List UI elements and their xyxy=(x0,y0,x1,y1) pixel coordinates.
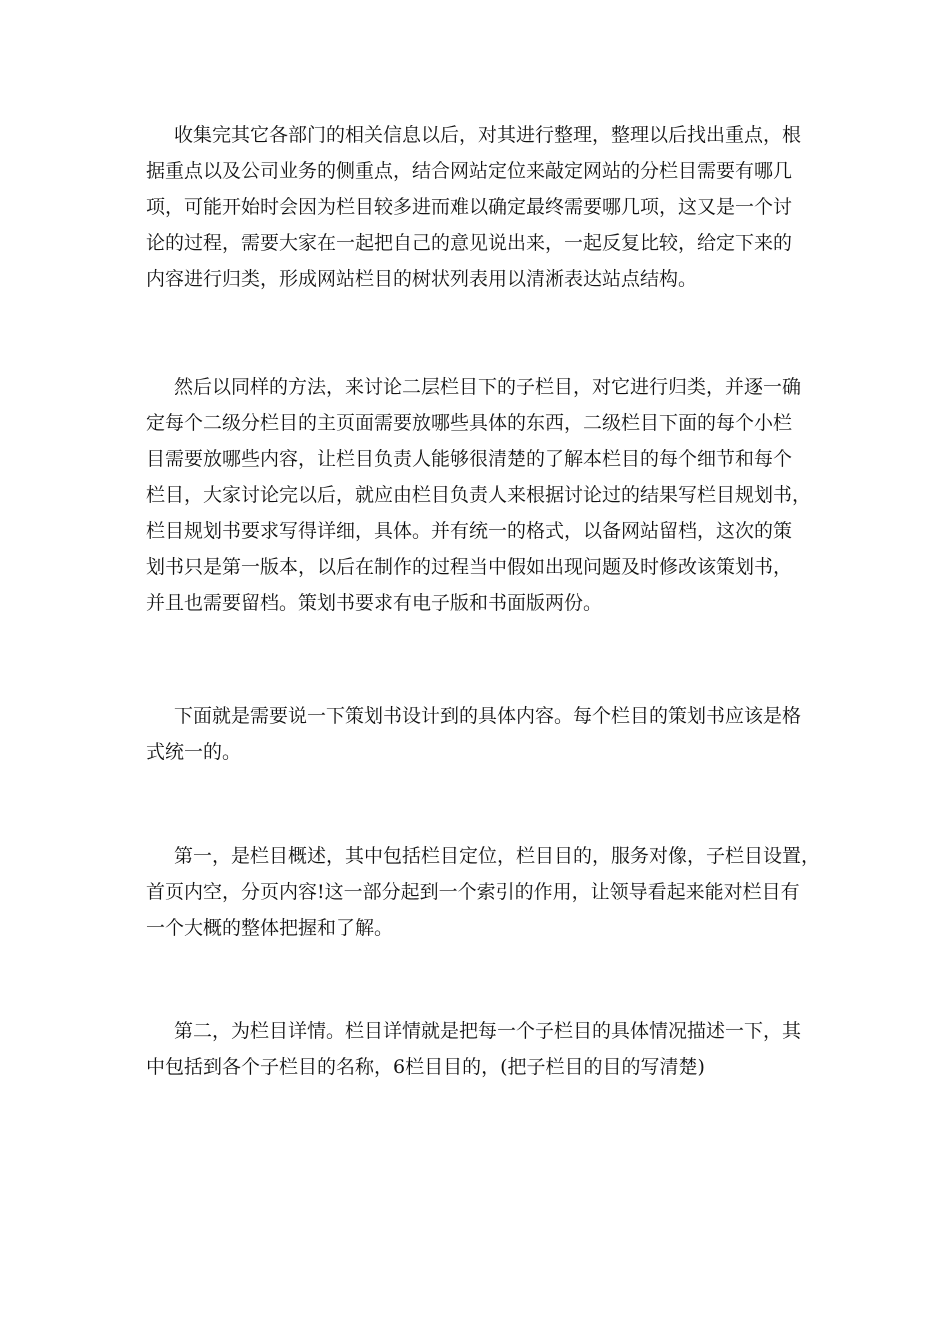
paragraph-line: 中包括到各个子栏目的名称，6栏目目的，(把子栏目的目的写清楚) xyxy=(146,1056,705,1078)
paragraph-line: 下面就是需要说一下策划书设计到的具体内容。每个栏目的策划书应该是格 xyxy=(174,705,802,727)
paragraph-line: 定每个二级分栏目的主页面需要放哪些具体的东西，二级栏目下面的每个小栏 xyxy=(146,412,793,434)
paragraph-line: 划书只是第一版本，以后在制作的过程当中假如出现问题及时修改该策划书， xyxy=(146,556,793,578)
paragraph-line: 据重点以及公司业务的侧重点，结合网站定位来敲定网站的分栏目需要有哪几 xyxy=(146,160,793,182)
paragraph-line: 内容进行归类，形成网站栏目的树状列表用以清淅表达站点结构。 xyxy=(146,268,698,290)
paragraph-line: 然后以同样的方法，来讨论二层栏目下的子栏目，对它进行归类，并逐一确 xyxy=(174,376,802,398)
paragraph-5 xyxy=(146,1013,816,1085)
paragraph-3 xyxy=(146,698,816,770)
paragraph-1 xyxy=(146,117,816,297)
paragraph-line: 栏目，大家讨论完以后，就应由栏目负责人来根据讨论过的结果写栏目规划书， xyxy=(146,484,812,506)
paragraph-line: 并且也需要留档。策划书要求有电子版和书面版两份。 xyxy=(146,592,603,614)
paragraph-line: 式统一的。 xyxy=(146,741,242,763)
paragraph-line: 论的过程，需要大家在一起把自己的意见说出来，一起反复比较，给定下来的 xyxy=(146,232,793,254)
paragraph-line: 项，可能开始时会因为栏目较多进而难以确定最终需要哪几项，这又是一个讨 xyxy=(146,196,793,218)
paragraph-line: 首页内空，分页内容!这一部分起到一个索引的作用，让领导看起来能对栏目有 xyxy=(146,881,800,903)
paragraph-line: 第二，为栏目详情。栏目详情就是把每一个子栏目的具体情况描述一下，其 xyxy=(174,1020,802,1042)
paragraph-2 xyxy=(146,369,816,621)
paragraph-4 xyxy=(146,838,821,946)
paragraph-line: 栏目规划书要求写得详细，具体。并有统一的格式，以备网站留档，这次的策 xyxy=(146,520,793,542)
paragraph-line: 第一，是栏目概述，其中包括栏目定位，栏目目的，服务对像，子栏目设置， xyxy=(174,845,821,867)
paragraph-line: 收集完其它各部门的相关信息以后，对其进行整理，整理以后找出重点，根 xyxy=(174,124,802,146)
paragraph-line: 一个大概的整体把握和了解。 xyxy=(146,917,394,939)
paragraph-line: 目需要放哪些内容，让栏目负责人能够很清楚的了解本栏目的每个细节和每个 xyxy=(146,448,793,470)
